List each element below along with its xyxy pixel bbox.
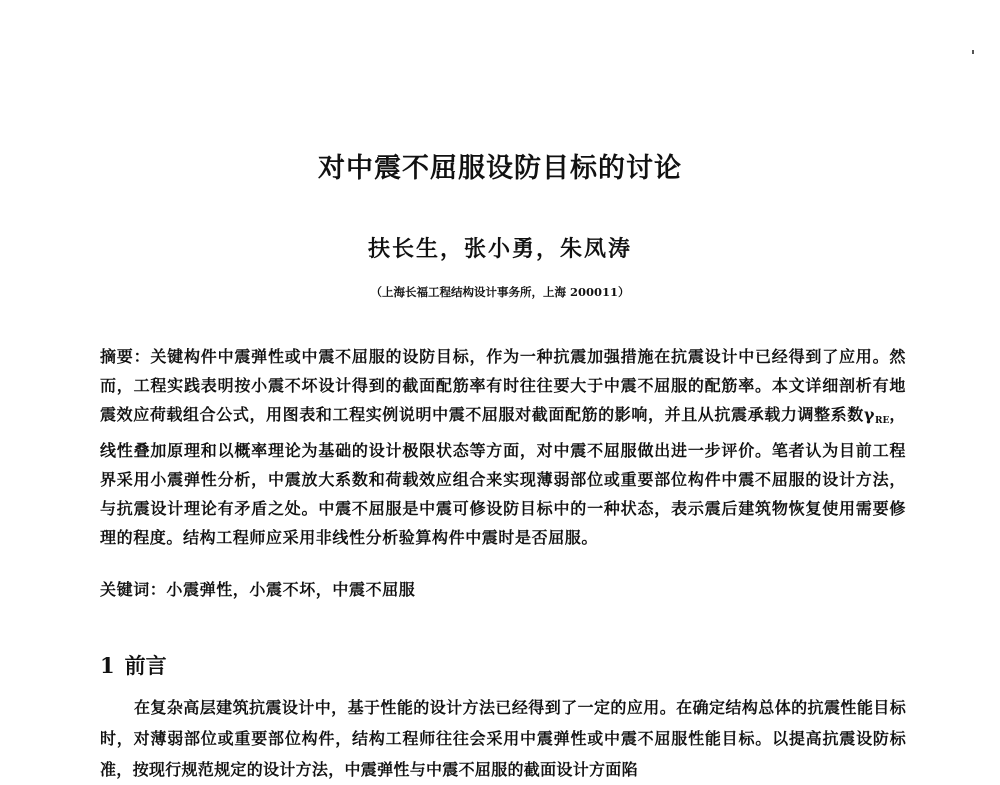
keywords-label: 关键词： (100, 580, 167, 599)
abstract-text-part2: ，线性叠加原理和以概率理论为基础的设计极限状态等方面，对中震不屈服做出进一步评价。笔者认为目前工程界采用小震弹性分析，中震放大系数和荷载效应组合来实现薄弱部位或重要部位构件中震不屈服的设计方法，与抗震设计理论有矛盾之处。中震不屈服是中震可修设防目标中的一种状态，表示震后建筑物恢复使用需要修理的程度。结构工程师应采用非线性分析验算构件中震时是否屈服。 (100, 405, 906, 547)
margin-mark (972, 50, 974, 54)
paper-title: 对中震不屈服设防目标的讨论 (318, 153, 682, 184)
section-1-heading (100, 650, 177, 680)
keywords-text: 小震弹性，小震不坏，中震不屈服 (166, 580, 416, 599)
gamma-subscript: RE (875, 416, 890, 426)
paper-authors: 扶长生，张小勇，朱凤涛 (367, 236, 632, 262)
gamma-symbol: γ (863, 405, 876, 424)
section-1-title: 前言 (124, 653, 167, 678)
section-1-number: 1 (100, 653, 115, 678)
abstract-text-part1: 关键构件中震弹性或中震不屈服的设防目标，作为一种抗震加强措施在抗震设计中已经得到了应用。然而，工程实践表明按小震不坏设计得到的截面配筋率有时往往要大于中震不屈服的配筋率。本文详细剖析有地震效应荷载组合公式，用图表和工程实例说明中震不屈服对截面配筋的影响，并且从抗震承载力调整系数 (100, 347, 906, 424)
paper-affiliation: （上海长福工程结构设计事务所，上海 200011） (370, 285, 630, 299)
abstract (100, 342, 906, 552)
abstract-label: 摘要： (100, 347, 151, 366)
keywords (100, 575, 906, 604)
section-1-paragraph: 在复杂高层建筑抗震设计中，基于性能的设计方法已经得到了一定的应用。在确定结构总体的抗震性能目标时，对薄弱部位或重要部位构件，结构工程师往往会采用中震弹性或中震不屈服性能目标。以提高抗震设防标准，按现行规范规定的设计方法，中震弹性与中震不屈服的截面设计方面陷 (100, 698, 906, 779)
